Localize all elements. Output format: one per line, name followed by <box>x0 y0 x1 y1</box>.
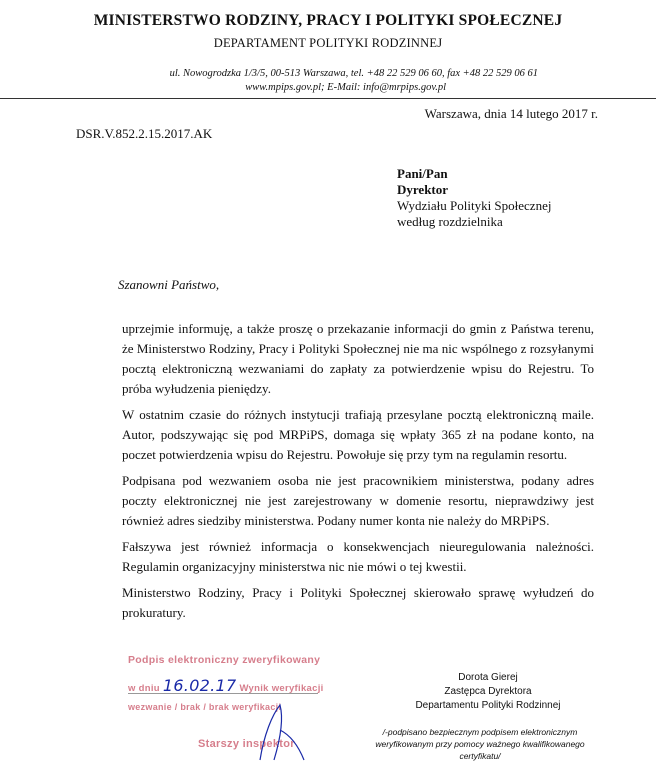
e-signature-note: /-podpisano bezpiecznym podpisem elektronicznym weryfikowanym przy pomocy ważnego kwalifikowanego certyfikatu/ <box>375 727 585 761</box>
ministry-name: MINISTERSTWO RODZINY, PRACY I POLITYKI SPOŁECZNEJ <box>93 12 563 29</box>
greeting: Szanowni Państwo, <box>118 277 220 292</box>
inspector-stamp: Starszy inspektor <box>198 738 295 750</box>
address-line: ul. Nowogrodzka 1/3/5, 00-513 Warszawa, tel. +48 22 529 06 60, fax +48 22 529 06 61 <box>169 68 538 79</box>
handwritten-signature <box>250 700 310 763</box>
body-paragraph: Ministerstwo Rodziny, Pracy i Polityki Społecznej skierowało sprawę wyłudzeń do prokuratury. <box>122 585 594 620</box>
signer-title: Zastępca Dyrektora <box>444 686 532 697</box>
body-paragraph: Podpisana pod wezwaniem osoba nie jest pracownikiem ministerstwa, podany adres poczty elektronicznej nie jest zarejestrowany w domenie resortu, nieprawdziwy jest również adres siedziby ministerstwa. Podany numer konta nie należy do MRPiPS. <box>122 473 594 528</box>
reference-number: DSR.V.852.2.15.2017.AK <box>76 126 213 141</box>
body-paragraph: Fałszywa jest również informacja o konsekwencjach nieuregulowania należności. Regulamin organizacyjny ministerstwa nic nie mówi o tej kwestii. <box>122 539 594 574</box>
recipient-line: Dyrektor <box>397 182 449 197</box>
recipient-block <box>397 166 551 230</box>
body-paragraph: uprzejmie informuję, a także proszę o przekazanie informacji do gmin z Państwa terenu, że Ministerstwo Rodziny, Pracy i Polityki Społecznej nie ma nic wspólnego z rozsyłanymi pocztą elektroniczną wezwaniami do zapłaty za potwierdzenie wpisu do Rejestru. To próba wyłudzenia pieniędzy. <box>122 321 594 396</box>
handwritten-date: 16.02.17 <box>162 676 237 695</box>
verification-stamp-line: wezwanie / brak / brak weryfikacji <box>128 702 282 712</box>
department-name: DEPARTAMENT POLITYKI RODZINNEJ <box>213 36 443 50</box>
stamp-result-label: Wynik weryfikacji <box>239 683 324 694</box>
signer-name: Dorota Gierej <box>458 672 518 683</box>
verification-stamp-line: Podpis elektroniczny zweryfikowany <box>128 654 321 666</box>
recipient-line: Wydziału Polityki Społecznej <box>397 198 552 213</box>
body-paragraph: W ostatnim czasie do różnych instytucji trafiają przesylane pocztą elektroniczną maile. Autor, podszywając się pod MRPiPS, domaga się wpłaty 365 zł na podane konto, na poczet potwierdzenia wpisu do Rejestru. Powołuje się przy tym na regulamin resortu. <box>122 407 594 462</box>
contact-line: www.mpips.gov.pl; E-Mail: info@mrpips.gov.pl <box>245 82 446 93</box>
letter-date: Warszawa, dnia 14 lutego 2017 r. <box>424 106 598 121</box>
header-rule <box>0 98 656 99</box>
letter-body <box>122 319 594 629</box>
stamp-underline <box>128 693 318 694</box>
recipient-line: Pani/Pan <box>397 166 448 181</box>
signer-department: Departamentu Polityki Rodzinnej <box>415 700 561 711</box>
recipient-line: według rozdzielnika <box>397 214 503 229</box>
signer-block <box>378 671 598 713</box>
stamp-date-label: w dniu <box>128 683 160 694</box>
